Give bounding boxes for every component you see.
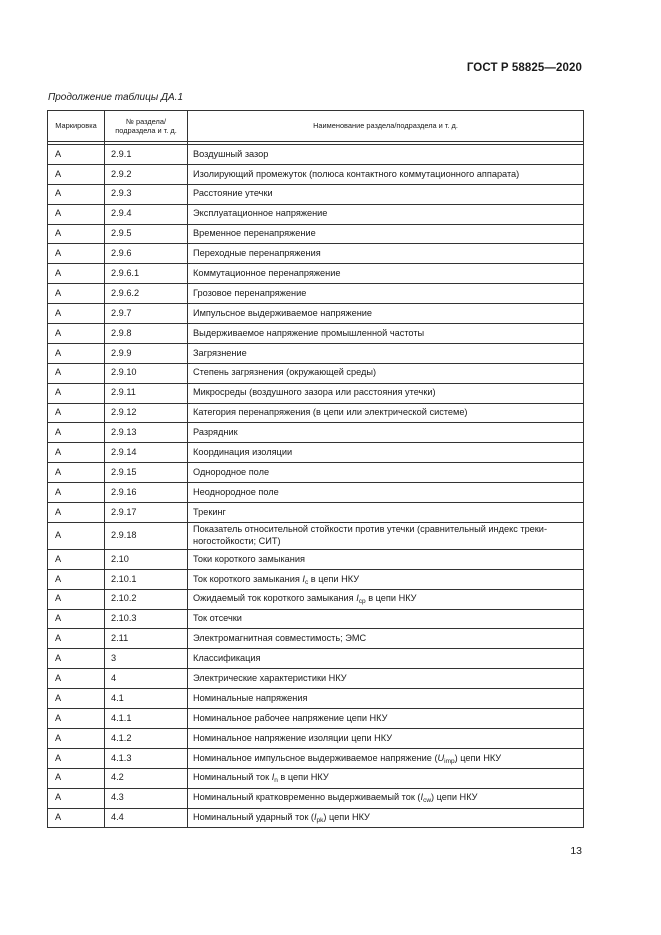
- cell-name: [188, 403, 584, 423]
- cell-marking: A: [48, 443, 105, 463]
- cell-name-text: Номинальный ток: [193, 772, 272, 783]
- cell-name-text: Классификация: [193, 653, 261, 664]
- cell-name-text: Однородное поле: [193, 466, 270, 477]
- table-row: [48, 522, 584, 549]
- cell-name-suffix: ) цепи НКУ: [323, 812, 370, 823]
- cell-marking: A: [48, 728, 105, 748]
- cell-name-text: Неоднородное поле: [193, 486, 279, 497]
- cell-section: 2.9.8: [105, 324, 188, 344]
- cell-marking: A: [48, 503, 105, 523]
- cell-marking: A: [48, 463, 105, 483]
- cell-marking: A: [48, 363, 105, 383]
- cell-section: 2.9.17: [105, 503, 188, 523]
- cell-section: 2.9.6.1: [105, 264, 188, 284]
- cell-section: 4.4: [105, 808, 188, 828]
- cell-name-text: Трекинг: [193, 506, 226, 517]
- cell-name: [188, 343, 584, 363]
- cell-section: 2.11: [105, 629, 188, 649]
- cell-marking: A: [48, 808, 105, 828]
- table-row: [48, 808, 584, 828]
- table-row: [48, 164, 584, 184]
- cell-name: [188, 443, 584, 463]
- cell-name-text: Номинальное импульсное выдерживаемое напряжение (: [193, 752, 438, 763]
- cell-name-text: Номинальное напряжение изоляции цепи НКУ: [193, 732, 393, 743]
- cell-name: [188, 503, 584, 523]
- table-row: [48, 304, 584, 324]
- cell-section: 2.9.6: [105, 244, 188, 264]
- table-caption: Продолжение таблицы ДА.1: [48, 92, 184, 103]
- cell-name: [188, 569, 584, 589]
- cell-name-text: Временное перенапряжение: [193, 228, 316, 239]
- table-row: [48, 204, 584, 224]
- column-header-marking: Маркировка: [48, 111, 105, 142]
- cell-name-text: Грозовое перенапряжение: [193, 287, 307, 298]
- cell-name: [188, 304, 584, 324]
- symbol: I: [420, 792, 424, 803]
- table-row: [48, 609, 584, 629]
- symbol: I: [356, 593, 359, 604]
- table-row: [48, 463, 584, 483]
- table-row: [48, 689, 584, 709]
- table-row: [48, 443, 584, 463]
- cell-section: 4.2: [105, 768, 188, 788]
- cell-name: [188, 522, 584, 549]
- table-row: [48, 728, 584, 748]
- cell-name: [188, 689, 584, 709]
- symbol-subscript: imp: [444, 757, 455, 765]
- cell-marking: A: [48, 569, 105, 589]
- cell-marking: A: [48, 709, 105, 729]
- cell-marking: A: [48, 788, 105, 808]
- cell-name-suffix: ) цепи НКУ: [431, 792, 478, 803]
- symbol: U: [437, 752, 445, 763]
- cell-marking: A: [48, 224, 105, 244]
- cell-name-text: Разрядник: [193, 427, 238, 438]
- cell-name: [188, 709, 584, 729]
- cell-section: 2.10.3: [105, 609, 188, 629]
- cell-section: 4.3: [105, 788, 188, 808]
- table-row: [48, 145, 584, 165]
- cell-marking: A: [48, 423, 105, 443]
- cell-name-text: Расстояние утечки: [193, 188, 273, 199]
- cell-name: [188, 284, 584, 304]
- cell-marking: A: [48, 264, 105, 284]
- table-row: [48, 748, 584, 768]
- cell-name-text: Номинальные напряжения: [193, 692, 308, 703]
- cell-section: 2.9.13: [105, 423, 188, 443]
- cell-section: 3: [105, 649, 188, 669]
- table-row: [48, 629, 584, 649]
- cell-name-text: Воздушный зазор: [193, 148, 269, 159]
- cell-section: 2.9.15: [105, 463, 188, 483]
- table-body: [48, 145, 584, 828]
- symbol-subscript: pk: [316, 817, 324, 825]
- cell-marking: A: [48, 184, 105, 204]
- cell-name-text: Токи короткого замыкания: [193, 553, 305, 564]
- table-row: [48, 184, 584, 204]
- cell-section: 2.9.1: [105, 145, 188, 165]
- cell-section: 2.10: [105, 549, 188, 569]
- table-row: [48, 284, 584, 304]
- table-row: [48, 549, 584, 569]
- table-row: [48, 264, 584, 284]
- cell-marking: A: [48, 324, 105, 344]
- cell-section: 2.9.3: [105, 184, 188, 204]
- table-row: [48, 569, 584, 589]
- cell-name-text: Загрязнение: [193, 347, 247, 358]
- cell-name: [188, 609, 584, 629]
- table-row: [48, 768, 584, 788]
- cell-name: [188, 204, 584, 224]
- cell-name-text: Изолирующий промежуток (полюса контактного коммутационного аппарата): [193, 168, 520, 179]
- column-header-section: № раздела/ подраздела и т. д.: [105, 111, 188, 142]
- cell-name: [188, 649, 584, 669]
- cell-name: [188, 184, 584, 204]
- cell-name-text: Ток отсечки: [193, 613, 242, 624]
- cell-name-text: Ток короткого замыкания: [193, 573, 303, 584]
- cell-name: [188, 768, 584, 788]
- table-row: [48, 403, 584, 423]
- cell-name: [188, 383, 584, 403]
- cell-section: 4.1.2: [105, 728, 188, 748]
- cell-section: 2.9.9: [105, 343, 188, 363]
- cell-name: [188, 483, 584, 503]
- cell-section: 2.9.5: [105, 224, 188, 244]
- cell-marking: A: [48, 748, 105, 768]
- table-row: [48, 423, 584, 443]
- cell-marking: A: [48, 649, 105, 669]
- cell-marking: A: [48, 204, 105, 224]
- cell-section: 2.10.1: [105, 569, 188, 589]
- cell-name-suffix: в цепи НКУ: [365, 593, 417, 604]
- cell-name-text: Электрические характеристики НКУ: [193, 672, 347, 683]
- cell-marking: A: [48, 768, 105, 788]
- cell-section: 2.9.10: [105, 363, 188, 383]
- cell-name-text: Микросреды (воздушного зазора или расстояния утечки): [193, 387, 436, 398]
- table-row: [48, 324, 584, 344]
- cell-section: 2.10.2: [105, 589, 188, 609]
- table-row: [48, 709, 584, 729]
- cell-name: [188, 164, 584, 184]
- page-number: 13: [570, 845, 582, 857]
- cell-marking: A: [48, 629, 105, 649]
- cell-name-text: Номинальное рабочее напряжение цепи НКУ: [193, 712, 388, 723]
- cell-marking: A: [48, 383, 105, 403]
- table-row: [48, 483, 584, 503]
- cell-section: 2.9.14: [105, 443, 188, 463]
- cell-marking: A: [48, 522, 105, 549]
- cell-marking: A: [48, 244, 105, 264]
- cell-name-text: Переходные перенапряжения: [193, 248, 321, 259]
- table-row: [48, 589, 584, 609]
- cell-name-continuation: ногостойкости; СИТ): [193, 535, 281, 546]
- cell-name-text: Степень загрязнения (окружающей среды): [193, 367, 377, 378]
- cell-marking: A: [48, 145, 105, 165]
- cell-section: 4.1.3: [105, 748, 188, 768]
- cell-name-text: Категория перенапряжения (в цепи или электрической системе): [193, 407, 468, 418]
- cell-name: [188, 788, 584, 808]
- cell-name: [188, 463, 584, 483]
- table-row: [48, 383, 584, 403]
- cell-section: 2.9.7: [105, 304, 188, 324]
- cell-marking: A: [48, 609, 105, 629]
- cell-marking: A: [48, 589, 105, 609]
- document-id: ГОСТ Р 58825—2020: [466, 62, 582, 74]
- cell-name-text: Координация изоляции: [193, 447, 293, 458]
- cell-name-suffix: ) цепи НКУ: [454, 752, 502, 763]
- cell-name-text: Ожидаемый ток короткого замыкания: [193, 593, 357, 604]
- cell-section: 2.9.12: [105, 403, 188, 423]
- cell-name-text: Номинальный кратковременно выдерживаемый ток (: [193, 792, 421, 803]
- cell-name: [188, 264, 584, 284]
- cell-marking: A: [48, 483, 105, 503]
- cell-name: [188, 324, 584, 344]
- cell-section: 2.9.16: [105, 483, 188, 503]
- data-table: [47, 110, 584, 828]
- table-row: [48, 503, 584, 523]
- cell-name-text: Эксплуатационное напряжение: [193, 208, 328, 219]
- cell-section: 2.9.4: [105, 204, 188, 224]
- cell-name: [188, 363, 584, 383]
- cell-marking: A: [48, 164, 105, 184]
- cell-section: 2.9.2: [105, 164, 188, 184]
- cell-marking: A: [48, 284, 105, 304]
- cell-marking: A: [48, 669, 105, 689]
- table-row: [48, 788, 584, 808]
- symbol-subscript: cw: [423, 797, 432, 805]
- table-row: [48, 343, 584, 363]
- table-row: [48, 669, 584, 689]
- cell-name-suffix: в цепи НКУ: [277, 772, 329, 783]
- cell-name-text: Номинальный ударный ток (: [193, 812, 314, 823]
- cell-name: [188, 423, 584, 443]
- cell-name-text: Выдерживаемое напряжение промышленной частоты: [193, 327, 425, 338]
- cell-name: [188, 589, 584, 609]
- table-row: [48, 649, 584, 669]
- cell-section: 2.9.11: [105, 383, 188, 403]
- cell-marking: A: [48, 403, 105, 423]
- cell-name: [188, 244, 584, 264]
- symbol: I: [313, 812, 317, 823]
- cell-section: 2.9.18: [105, 522, 188, 549]
- symbol: I: [271, 772, 275, 783]
- cell-marking: A: [48, 343, 105, 363]
- symbol: I: [302, 573, 305, 584]
- cell-name-text: Показатель относительной стойкости против утечки (сравнительный индекс треки-: [193, 524, 547, 535]
- cell-marking: A: [48, 689, 105, 709]
- cell-marking: A: [48, 304, 105, 324]
- cell-section: 4.1: [105, 689, 188, 709]
- cell-name: [188, 728, 584, 748]
- cell-name: [188, 669, 584, 689]
- cell-section: 2.9.6.2: [105, 284, 188, 304]
- cell-name: [188, 549, 584, 569]
- cell-name: [188, 629, 584, 649]
- symbol-subscript: n: [274, 777, 278, 785]
- cell-name-text: Электромагнитная совместимость; ЭМС: [193, 633, 367, 644]
- cell-name: [188, 748, 584, 768]
- cell-section: 4.1.1: [105, 709, 188, 729]
- cell-name-suffix: в цепи НКУ: [308, 573, 360, 584]
- symbol-subscript: cp: [358, 598, 366, 606]
- cell-name: [188, 224, 584, 244]
- cell-name-text: Коммутационное перенапряжение: [193, 268, 341, 279]
- cell-section: 4: [105, 669, 188, 689]
- table-row: [48, 363, 584, 383]
- cell-marking: A: [48, 549, 105, 569]
- cell-name-text: Импульсное выдерживаемое напряжение: [193, 307, 373, 318]
- table-row: [48, 244, 584, 264]
- cell-name: [188, 808, 584, 828]
- column-header-name: Наименование раздела/подраздела и т. д.: [188, 111, 584, 142]
- table-row: [48, 224, 584, 244]
- cell-name: [188, 145, 584, 165]
- symbol-subscript: c: [304, 578, 309, 586]
